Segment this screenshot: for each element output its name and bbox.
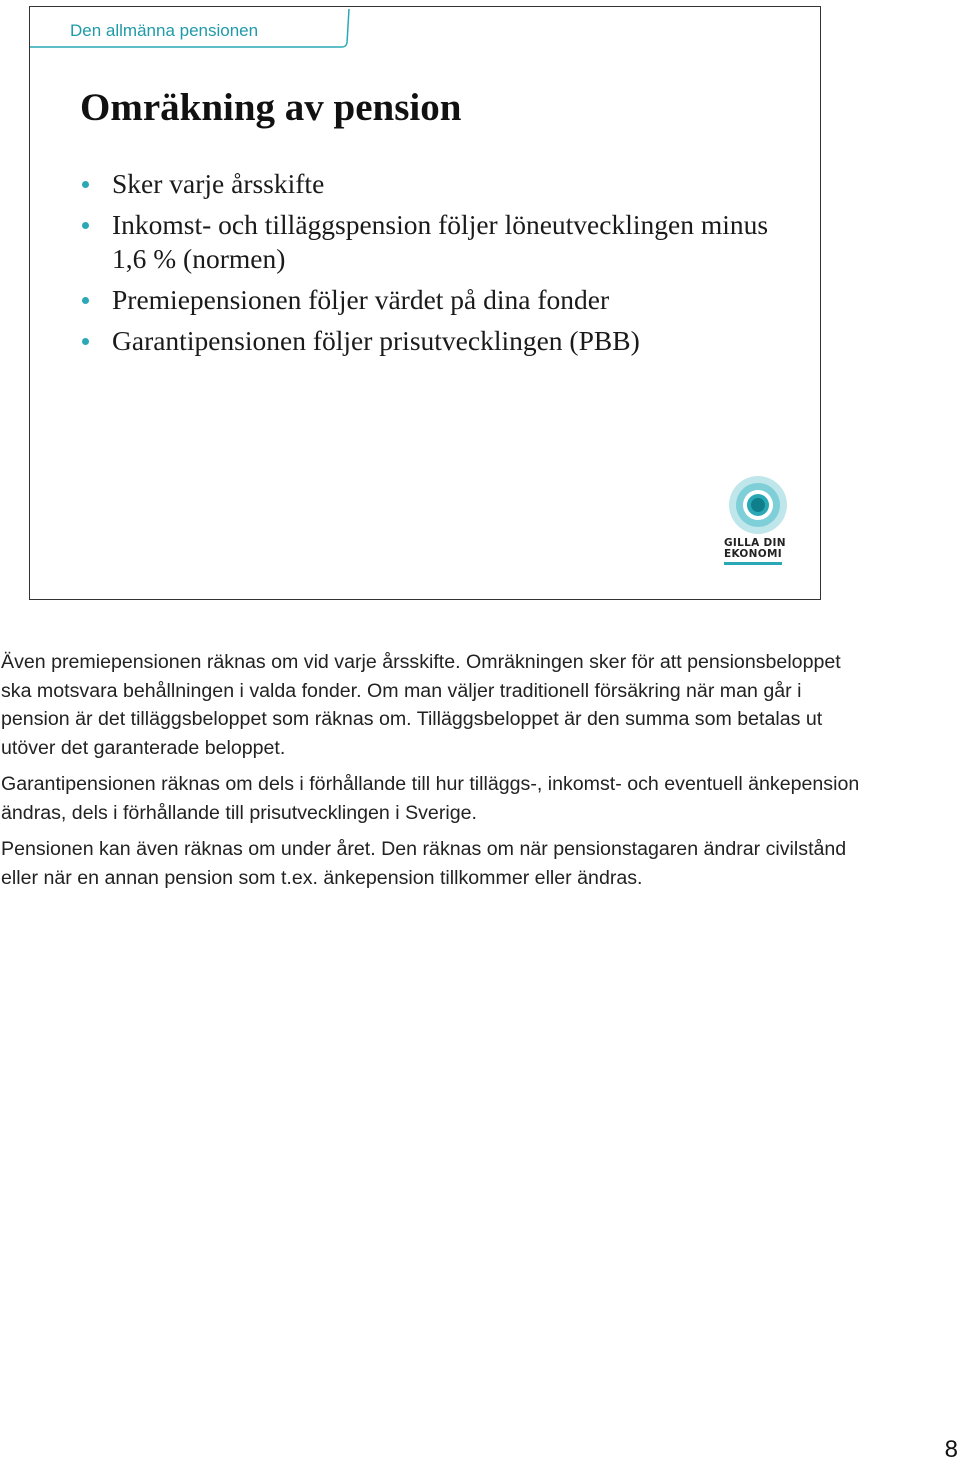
logo-underline [724, 562, 782, 565]
bullet-item: Garantipensionen följer prisutvecklingen (PBB) [80, 324, 800, 358]
bullet-dot-icon [82, 297, 89, 304]
bullet-list [80, 167, 800, 365]
target-circle-icon [728, 475, 788, 535]
page-number: 8 [944, 1436, 958, 1463]
section-label: Den allmänna pensionen [70, 21, 259, 40]
notes-paragraph: Även premiepensionen räknas om vid varje årsskifte. Omräkningen sker för att pensionsbeloppet ska motsvara behållningen i valda fonder. Om man väljer traditionell försäkring när man går i pension är det tilläggsbeloppet som räknas om. Tilläggsbeloppet är den summa som betalas ut utöver det garanterade beloppet. [1, 651, 841, 759]
bullet-item: Sker varje årsskifte [80, 167, 800, 201]
bullet-dot-icon [82, 181, 89, 188]
bullet-item: Premiepensionen följer värdet på dina fonder [80, 283, 800, 317]
gilla-din-ekonomi-logo [724, 475, 790, 565]
notes-paragraph: Pensionen kan även räknas om under året. Den räknas om när pensionstagaren ändrar civilstånd eller när en annan pension som t.ex. änkepension tillkommer eller ändras. [1, 838, 847, 889]
logo-text: GILLA DIN EKONOMI [724, 537, 786, 560]
bullet-dot-icon [82, 338, 89, 345]
slide-frame [29, 6, 821, 600]
slide-title: Omräkning av pension [80, 86, 462, 129]
speaker-notes [1, 648, 871, 900]
bullet-item: Inkomst- och tilläggspension följer löneutvecklingen minus 1,6 % (normen) [80, 208, 800, 276]
bullet-dot-icon [82, 222, 89, 229]
notes-paragraph: Garantipensionen räknas om dels i förhållande till hur tilläggs-, inkomst- och eventuell änkepension ändras, dels i förhållande till prisutvecklingen i Sverige. [1, 773, 860, 824]
